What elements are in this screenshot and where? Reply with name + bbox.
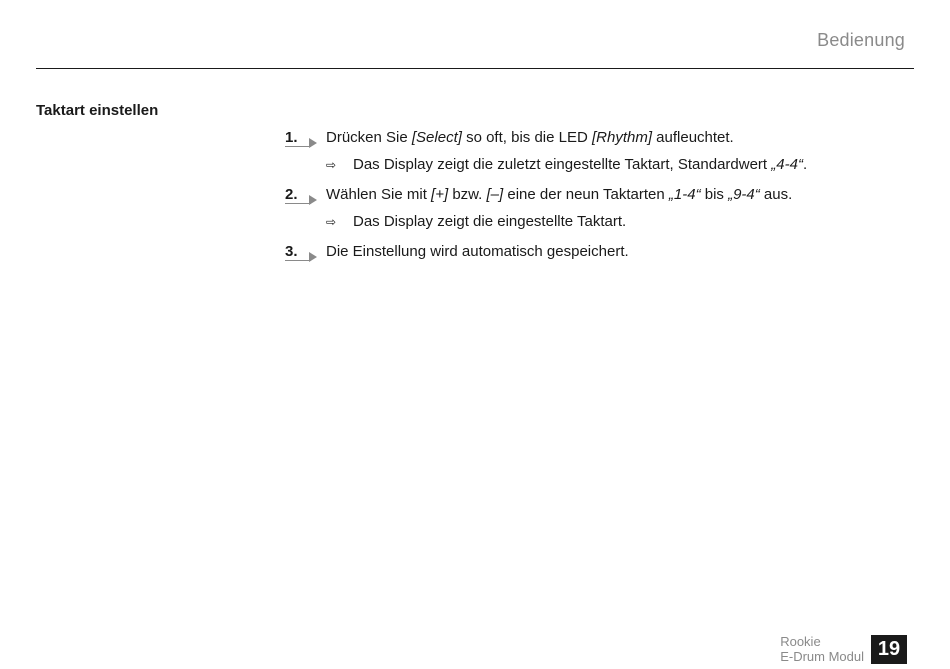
step-marker xyxy=(285,242,321,264)
page-number: 19 xyxy=(871,635,907,664)
step-arrow-icon xyxy=(309,195,317,205)
step-arrow-icon xyxy=(309,138,317,148)
step-text: Drücken Sie [Select] so oft, bis die LED [Rhythm] aufleuchtet. xyxy=(326,129,734,146)
step-text: Wählen Sie mit [+] bzw. [–] eine der neun Taktarten „1-4“ bis „9-4“ aus. xyxy=(326,186,793,203)
section-title: Taktart einstellen xyxy=(36,102,159,119)
result-arrow-icon: ⇨ xyxy=(326,158,337,172)
steps-list xyxy=(285,128,885,262)
step-number: 3. xyxy=(285,243,298,260)
running-head: Bedienung xyxy=(817,30,905,50)
step-underline xyxy=(285,203,311,204)
step-number: 1. xyxy=(285,129,298,146)
step-underline xyxy=(285,146,311,147)
header-rule xyxy=(36,68,914,69)
step-2-result xyxy=(285,212,885,232)
step-marker xyxy=(285,128,321,150)
step-text: Die Einstellung wird automatisch gespeichert. xyxy=(326,243,629,260)
brand-name: Rookie xyxy=(780,634,821,649)
step-1 xyxy=(285,128,885,148)
product-name: E-Drum Modul xyxy=(780,649,864,664)
step-underline xyxy=(285,260,311,261)
step-marker xyxy=(285,185,321,207)
step-1-result xyxy=(285,155,885,175)
result-text: Das Display zeigt die zuletzt eingestellte Taktart, Standardwert „4-4“. xyxy=(353,156,808,173)
footer-brand xyxy=(780,634,864,664)
step-2 xyxy=(285,185,885,205)
step-3 xyxy=(285,242,885,262)
result-text: Das Display zeigt die eingestellte Taktart. xyxy=(353,213,627,230)
step-arrow-icon xyxy=(309,252,317,262)
result-arrow-icon: ⇨ xyxy=(326,215,337,229)
step-number: 2. xyxy=(285,186,298,203)
